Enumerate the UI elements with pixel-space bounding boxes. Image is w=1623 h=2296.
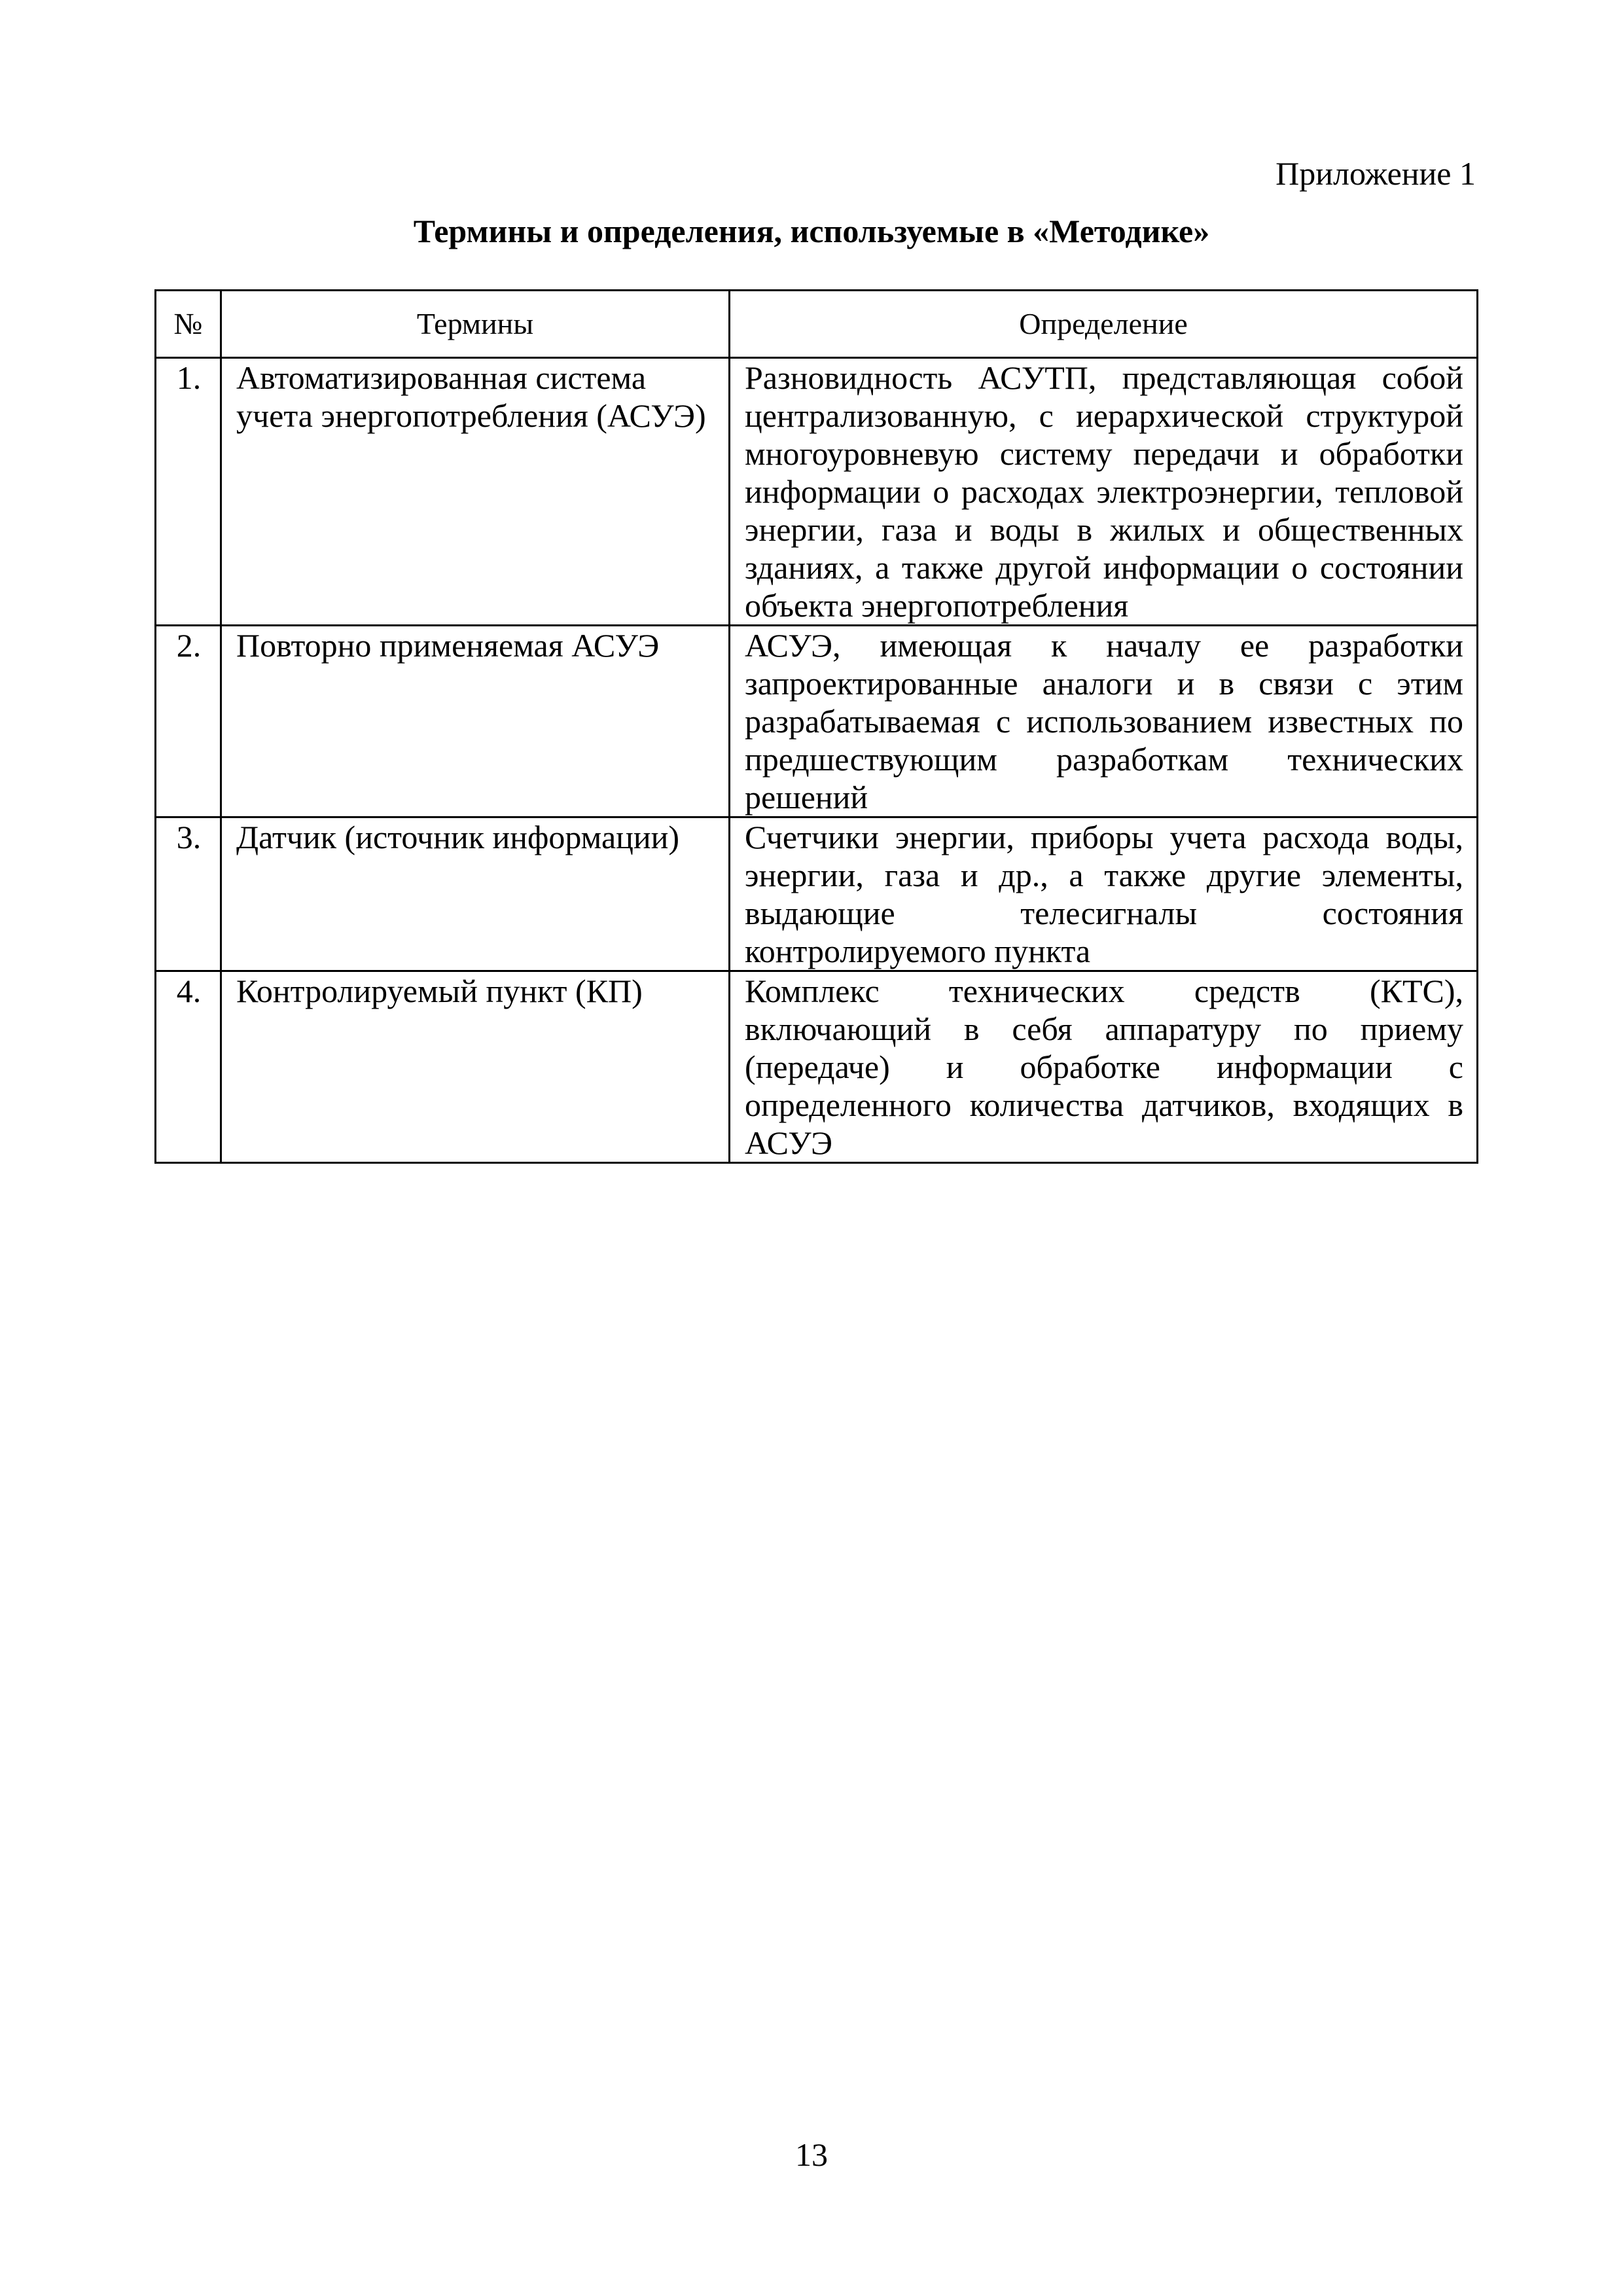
row-number: 1. bbox=[156, 358, 221, 626]
table-header-row bbox=[156, 291, 1478, 358]
term-cell: Автоматизированная система учета энергопотребления (АСУЭ) bbox=[221, 358, 730, 626]
term-cell: Повторно применяемая АСУЭ bbox=[221, 626, 730, 817]
table-row bbox=[156, 971, 1478, 1163]
row-number: 2. bbox=[156, 626, 221, 817]
appendix-label: Приложение 1 bbox=[1275, 155, 1476, 192]
term-cell: Контролируемый пункт (КП) bbox=[221, 971, 730, 1163]
table-row bbox=[156, 358, 1478, 626]
table-row bbox=[156, 817, 1478, 971]
column-header-definition: Определение bbox=[730, 291, 1478, 358]
definition-cell: АСУЭ, имеющая к началу ее разработки запроектированные аналоги и в связи с этим разрабатываемая с использованием известных по предшествующим разработкам технических решений bbox=[730, 626, 1478, 817]
document-title: Термины и определения, используемые в «Методике» bbox=[413, 213, 1210, 249]
definition-cell: Комплекс технических средств (КТС), включающий в себя аппаратуру по приему (передаче) и обработке информации с определенного количества датчиков, входящих в АСУЭ bbox=[730, 971, 1478, 1163]
page-number: 13 bbox=[795, 2136, 828, 2173]
table-row bbox=[156, 626, 1478, 817]
column-header-number: № bbox=[156, 291, 221, 358]
terms-table bbox=[154, 289, 1478, 1164]
definition-cell: Разновидность АСУТП, представляющая собой централизованную, с иерархической структурой многоуровневую систему передачи и обработки информации о расходах электроэнергии, тепловой энергии, газа и воды в жилых и общественных зданиях, а также другой информации о состоянии объекта энергопотребления bbox=[730, 358, 1478, 626]
row-number: 3. bbox=[156, 817, 221, 971]
definition-cell: Счетчики энергии, приборы учета расхода воды, энергии, газа и др., а также другие элементы, выдающие телесигналы состояния контролируемого пункта bbox=[730, 817, 1478, 971]
row-number: 4. bbox=[156, 971, 221, 1163]
column-header-terms: Термины bbox=[221, 291, 730, 358]
term-cell: Датчик (источник информации) bbox=[221, 817, 730, 971]
